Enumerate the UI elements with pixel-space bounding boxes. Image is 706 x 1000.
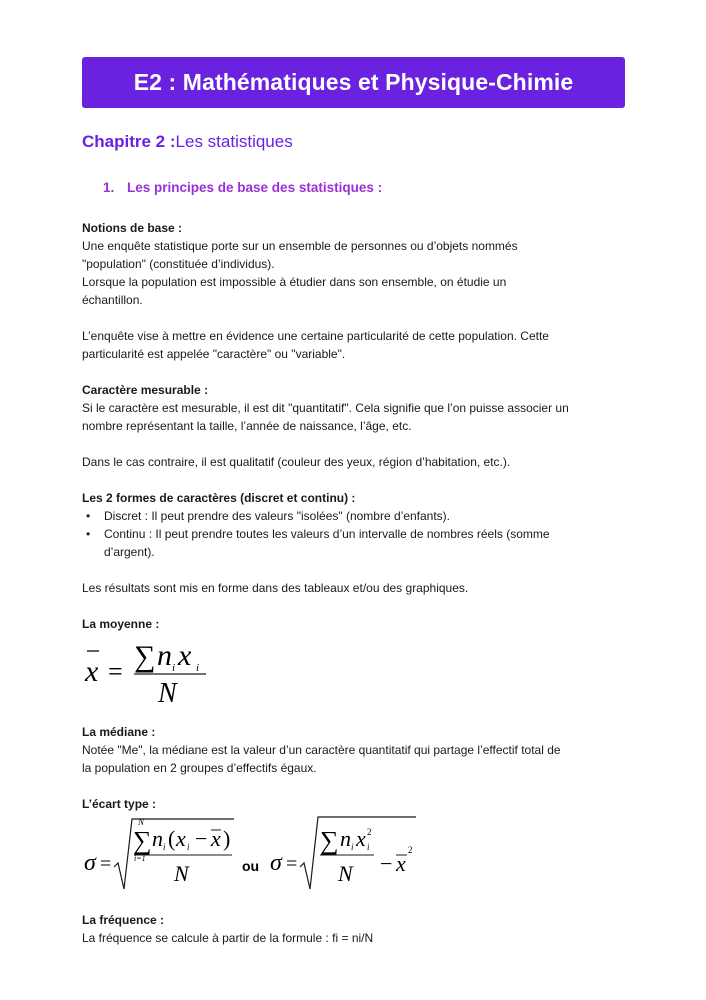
notions-heading: Notions de base : <box>82 221 183 235</box>
svg-text:i: i <box>367 842 370 852</box>
notions-line: "population" (constituée d’individus). <box>82 257 275 271</box>
svg-text:n: n <box>340 826 351 851</box>
sigma-symbol: ∑ <box>134 640 156 673</box>
page-title: E2 : Mathématiques et Physique-Chimie <box>133 69 574 95</box>
list-item: • Continu : Il peut prendre toutes les valeurs d’un intervalle de nombres réels (somme d’argent). <box>82 525 642 561</box>
notions-line: Lorsque la population est impossible à étudier dans son ensemble, on étudie un <box>82 275 507 289</box>
svg-text:x: x <box>176 826 186 851</box>
frequence-heading: La fréquence : <box>82 913 165 927</box>
svg-text:=: = <box>286 853 298 875</box>
moyenne-formula <box>82 633 232 705</box>
moyenne-heading: La moyenne : <box>82 617 160 631</box>
section-number: 1. <box>103 180 115 195</box>
ecart-heading: L’écart type : <box>82 797 157 811</box>
formes-heading: Les 2 formes de caractères (discret et continu) : <box>82 491 356 505</box>
svg-text:): ) <box>223 826 231 851</box>
svg-text:(: ( <box>168 826 176 851</box>
svg-text:x: x <box>211 826 221 851</box>
chapter-label: Chapitre 2 : <box>82 132 176 151</box>
frequence-line: La fréquence se calcule à partir de la formule : fi = ni/N <box>82 931 374 945</box>
svg-text:−: − <box>195 826 208 851</box>
svg-text:N: N <box>138 817 145 827</box>
moyenne-lhs: x <box>85 655 99 688</box>
contraire-line: Dans le cas contraire, il est qualitatif (couleur des yeux, région d’habitation, etc.). <box>82 455 511 469</box>
enquete-line: L’enquête vise à mettre en évidence une certaine particularité de cette population. Cette <box>82 329 549 343</box>
ecart-type-formula <box>82 813 422 897</box>
moyenne-sub-i: i <box>196 662 200 674</box>
svg-text:N: N <box>174 861 189 886</box>
svg-text:i: i <box>351 842 354 852</box>
title-banner <box>82 57 625 108</box>
svg-text:n: n <box>152 826 163 851</box>
chapter-heading <box>82 132 293 152</box>
svg-text:2: 2 <box>408 845 413 855</box>
notions-line: échantillon. <box>82 293 143 307</box>
svg-text:i=1: i=1 <box>134 854 146 863</box>
moyenne-sub-i: i <box>172 662 176 674</box>
mesurable-line: nombre représentant la taille, l’année de naissance, l’âge, etc. <box>82 419 412 433</box>
svg-text:x: x <box>356 826 366 851</box>
document-body <box>82 219 642 947</box>
chapter-title: Les statistiques <box>175 132 293 151</box>
mesurable-line: Si le caractère est mesurable, il est dit "quantitatif". Cela signifie que l’on puisse associer un <box>82 401 569 415</box>
ou-text: ou <box>242 858 260 874</box>
svg-text:−: − <box>380 851 393 876</box>
svg-text:N: N <box>338 861 353 886</box>
formes-list <box>82 507 642 561</box>
section-title: Les principes de base des statistiques : <box>127 180 383 195</box>
svg-text:x: x <box>396 851 406 876</box>
moyenne-denominator: N <box>158 678 177 705</box>
moyenne-x: x <box>178 639 192 672</box>
moyenne-n: n <box>157 639 172 672</box>
svg-text:2: 2 <box>367 827 372 837</box>
svg-text:σ: σ <box>270 850 282 876</box>
section-heading <box>103 180 382 195</box>
mediane-heading: La médiane : <box>82 725 156 739</box>
resultats-line: Les résultats sont mis en forme dans des tableaux et/ou des graphiques. <box>82 581 469 595</box>
mediane-line: la population en 2 groupes d’effectifs égaux. <box>82 761 317 775</box>
enquete-line: particularité est appelée "caractère" ou "variable". <box>82 347 346 361</box>
mesurable-heading: Caractère mesurable : <box>82 383 209 397</box>
moyenne-equals: = <box>108 657 123 686</box>
svg-text:i: i <box>187 842 190 852</box>
svg-text:∑: ∑ <box>133 826 152 855</box>
mediane-line: Notée "Me", la médiane est la valeur d’un caractère quantitatif qui partage l’effectif total de <box>82 743 561 757</box>
notions-line: Une enquête statistique porte sur un ensemble de personnes ou d’objets nommés <box>82 239 518 253</box>
svg-text:=: = <box>100 853 112 875</box>
svg-text:σ: σ <box>84 850 96 876</box>
svg-text:i: i <box>163 842 166 852</box>
list-item: • Discret : Il peut prendre des valeurs "isolées" (nombre d’enfants). <box>82 507 642 525</box>
svg-text:∑: ∑ <box>320 826 339 855</box>
